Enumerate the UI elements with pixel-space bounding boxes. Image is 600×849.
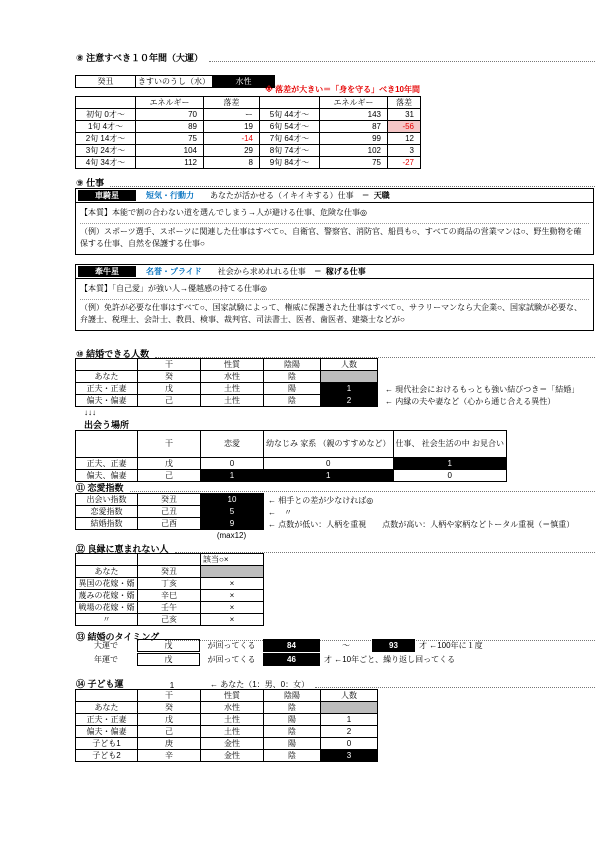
mark-cell: × [201,602,264,614]
applies-header: 該当○× [201,554,264,566]
table-row: 結婚指数 己酉 9 [76,518,264,530]
job-card-header [76,265,593,279]
table-row: 〃 己亥 × [76,614,264,626]
marriage-note-1: ← 現代社会におけるもっとも強い結びつき＝「結婚」 [385,385,580,394]
dotted-leader [130,491,595,492]
children-table [75,689,378,762]
energy-header: エネルギー [320,97,388,109]
table-row: あなた 癸 水性 陰 [76,702,378,714]
header-row: 干 性質 陰陽 人数 [76,359,378,371]
dotted-leader [315,687,595,688]
count-cell: 1 [321,714,378,726]
pillar-element-cell: 水性 [213,76,275,88]
daiun-row: 4旬 34才～ 112 8 9旬 84才～ 75 -27 [76,157,421,169]
count-cell: 2 [321,395,378,407]
family-header: 幼なじみ 家系 （親のすすめなど） [264,431,394,458]
job-trait: 短気・行動力 [146,191,194,200]
header-row: 干 性質 陰陽 人数 [76,690,378,702]
job-star-badge: 車騎星 [78,190,136,201]
timing-row-nen: 年運で 戊 が回ってくる 46 才 ←10年ごと、繰り返し回ってくる [94,655,456,664]
job-trait: 名誉・プライド [146,267,202,276]
count-cell: 1 [321,383,378,395]
pillar-cell: 癸丑 [76,76,136,88]
table-row: 偏夫・偏妻 己 土性 陰 2 [76,726,378,738]
table-row: 正夫・正妻 戊 土性 陽 1 [76,714,378,726]
count-cell: 2 [321,726,378,738]
table-row: あなた 癸丑 [76,566,264,578]
daiun-row: 1旬 4才～ 89 19 6旬 54才～ 87 -56 [76,121,421,133]
daiun-row: 初旬 0才～ 70 ー 5旬 44才～ 143 31 [76,109,421,121]
mark-cell: × [201,614,264,626]
your-count-cell [321,371,378,383]
timing-row-daiun: 大運で 戊 が回ってくる 84 ～ 93 才 ←100年に１度 [94,641,483,650]
job-desc: 社会から求めれれる仕事 ＝ 稼げる仕事 [217,267,366,276]
love-index-title: ⑪ 恋愛指数 [76,483,124,493]
table-row: 偏夫・偏妻 己 土性 陰 2 [76,395,378,407]
table-row: 戦場の花嫁・婿 壬午 × [76,602,264,614]
daiun-header-row [76,97,421,109]
drop-header: 落差 [388,97,421,109]
meeting-place-title: 出会う場所 [84,420,130,430]
index-value-cell: 10 [201,494,264,506]
timing-tail: 才 ←10年ごと、繰り返し回ってくる [324,655,456,664]
your-mark-cell [201,566,264,578]
table-row: あなた 癸 水性 陰 [76,371,378,383]
energy-header: エネルギー [136,97,204,109]
marriage-count-title: ⑩ 結婚できる人数 [76,349,150,359]
marriage-timing-title: ⑬ 結婚のタイミング [76,632,160,642]
mark-cell: × [201,590,264,602]
index-value-cell: 9 [201,518,264,530]
table-row: 蔑みの花嫁・婿 辛巳 × [76,590,264,602]
love-index-note: ← 相手との差が少なければ◎ [268,496,374,505]
table-row: 正夫・正妻 戊 土性 陽 1 [76,383,378,395]
job-desc: あなたが活かせる（イキイキする）仕事 ＝ 天職 [210,191,390,200]
marriage-count-table [75,358,378,407]
timing-tail: 才 ←100年に１度 [419,641,483,650]
love-index-note: ← 〃 [268,508,292,517]
job-card-header [76,189,593,203]
job-examples: （例）スポーツ選手、スポーツに関連した仕事はすべて○、自衛官、警察官、消防官、船員も○、すべての商品の営業マンは○、野生動物を確保する仕事、自然を保護する仕事○ [80,227,582,248]
max-note: (max12) [216,531,247,540]
table-row: 異国の花嫁・婿 丁亥 × [76,578,264,590]
header-row: 干 恋愛 幼なじみ 家系 （親のすすめなど） 仕事、 社会生活の中 お見合い [76,431,507,458]
dotted-divider [80,223,589,224]
daiun-row: 3旬 24才～ 104 29 8旬 74才～ 102 3 [76,145,421,157]
timing-to: 93 [372,639,415,652]
timing-kan-box: 戊 [137,653,200,666]
children-your-sex-value: 1 [169,681,175,690]
job-examples: （例）免許が必要な仕事はすべて○、国家試験によって、権威に保護された仕事はすべて○、サラリーマンなら大企業○、国家試験が必要な、弁護士、税理士、会計士、教員、検事、裁判官、司法書士、医者、歯医者、建築士などが○ [80,303,583,324]
count-cell: 0 [321,738,378,750]
job-star-badge: 牽牛星 [78,266,136,277]
drop-warning-note: ※ 落差が大きい＝「身を守る」べき10年間 [265,85,420,94]
table-row: 子ども1 庚 金性 陽 0 [76,738,378,750]
job-card-kengyu [75,264,594,331]
children-title: ⑭ 子ども運 [76,679,124,689]
dotted-leader [110,186,595,187]
dotted-divider [80,299,589,300]
job-card-shaki [75,188,594,255]
header-row [76,554,264,566]
caution-decade-title: ⑧ 注意すべき１０年間（大運） [76,53,203,63]
children-note: ← あなた（1：男、0：女） [210,680,310,689]
marriage-note-2: ← 内縁の夫や妻など（心から通じ合える異性） [385,397,556,406]
drop-header: 落差 [204,97,260,109]
table-row: 正夫、正妻 戊 0 0 1 [76,458,507,470]
meeting-hit-cell: 1 [201,470,264,482]
meeting-hit-cell: 1 [264,470,394,482]
bad-match-table [75,553,264,626]
table-row: 出会い指数 癸丑 10 [76,494,264,506]
pillar-table [75,75,275,88]
table-row: 偏夫、偏妻 己 1 1 0 [76,470,507,482]
down-arrows: ↓↓↓ [84,408,96,417]
caution-decade-title-row [76,51,595,64]
love-index-table [75,493,264,530]
your-count-cell [321,702,378,714]
timing-kan-box: 戊 [137,639,200,652]
work-title: ⑨ 仕事 [76,178,105,188]
meeting-place-table [75,430,507,482]
index-value-cell: 5 [201,506,264,518]
timing-from: 84 [263,639,320,652]
count-cell: 3 [321,750,378,762]
daiun-row: 2旬 14才～ 75 -14 7旬 64才～ 99 12 [76,133,421,145]
large-drop-cell: -56 [388,121,421,133]
job-desc-bold: 稼げる仕事 [325,267,366,276]
tilde: ～ [342,641,350,650]
pillar-reading-cell: きすいのうし（水） [136,76,213,88]
mark-cell: × [201,578,264,590]
dotted-leader [209,61,595,62]
timing-from: 46 [263,653,320,666]
job-essence: 【本質】「自己愛」が強い人→優越感の持てる仕事◎ [80,284,267,293]
table-row: 恋愛指数 己丑 5 [76,506,264,518]
job-essence: 【本質】本能で割の合わない道を選んでしまう→人が避ける仕事、危険な仕事◎ [80,208,367,217]
job-desc-bold: 天職 [373,191,390,200]
bad-match-title: ⑫ 良縁に恵まれない人 [76,544,169,554]
love-index-note: ← 点数が低い：人柄を重視 点数が高い：人柄や家柄などトータル重視（＝慎重） [268,520,575,529]
table-row: 子ども2 辛 金性 陰 3 [76,750,378,762]
daiun-table [75,96,421,169]
meeting-hit-cell: 1 [393,458,506,470]
work-header: 仕事、 社会生活の中 お見合い [393,431,506,458]
